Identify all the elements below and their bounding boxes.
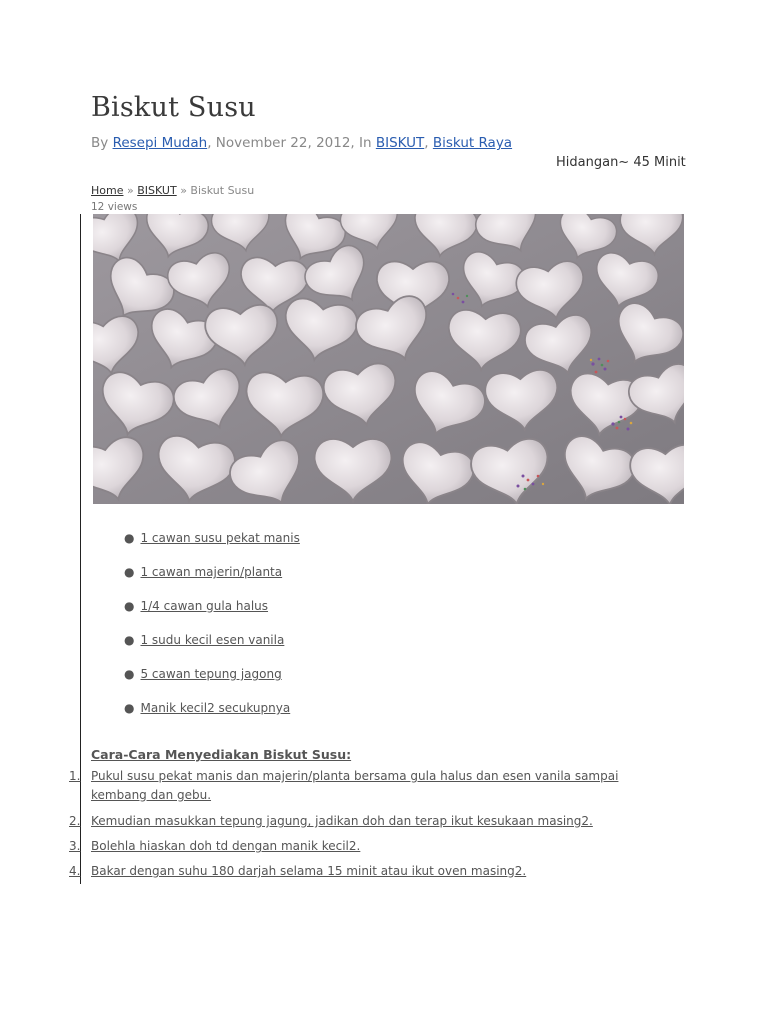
- serving-time: Hidangan~ 45 Minit: [556, 155, 686, 170]
- bullet-icon: ●: [124, 667, 135, 681]
- steps-heading: Cara-Cara Menyediakan Biskut Susu:: [91, 747, 352, 762]
- list-item: [124, 633, 300, 667]
- step-number: 2.: [69, 814, 81, 828]
- step-item: [69, 837, 676, 856]
- step-text: Bolehla hiaskan doh td dengan manik kecil2.: [91, 839, 361, 853]
- ingredient-text: 1/4 cawan gula halus: [140, 599, 269, 613]
- ingredient-list: [124, 531, 300, 735]
- post-meta: [91, 135, 512, 151]
- step-item: [69, 812, 676, 831]
- by-label: By: [91, 135, 109, 151]
- author-link[interactable]: Resepi Mudah: [112, 135, 208, 151]
- category-link-biskut-raya[interactable]: Biskut Raya: [432, 135, 513, 151]
- meta-comma: ,: [424, 135, 429, 151]
- list-item: [124, 701, 300, 735]
- ingredient-text: 5 cawan tepung jagong: [140, 667, 282, 681]
- step-number: 4.: [69, 864, 81, 878]
- breadcrumb-home[interactable]: Home: [91, 184, 124, 197]
- list-item: [124, 565, 300, 599]
- breadcrumb-current: Biskut Susu: [190, 184, 255, 197]
- list-item: [124, 531, 300, 565]
- bullet-icon: ●: [124, 701, 135, 715]
- bullet-icon: ●: [124, 531, 135, 545]
- ingredient-text: 1 sudu kecil esen vanila: [140, 633, 285, 647]
- list-item: [124, 599, 300, 633]
- view-count: 12 views: [91, 201, 138, 213]
- breadcrumb-separator: »: [126, 184, 134, 197]
- bullet-icon: ●: [124, 633, 135, 647]
- step-number: 3.: [69, 839, 81, 853]
- post-title: Biskut Susu: [91, 92, 256, 123]
- biscuit-photo: [93, 214, 684, 504]
- step-text: Pukul susu pekat manis dan majerin/planta bersama gula halus dan esen vanila sampai kembang dan gebu.: [91, 769, 619, 802]
- step-number: 1.: [69, 769, 81, 783]
- post-date: , November 22, 2012, In: [207, 135, 372, 151]
- ingredient-text: 1 cawan susu pekat manis: [140, 531, 300, 545]
- breadcrumb-separator: »: [180, 184, 187, 197]
- ingredient-text: Manik kecil2 secukupnya: [140, 701, 291, 715]
- step-item: [69, 862, 676, 881]
- bullet-icon: ●: [124, 599, 135, 613]
- list-item: [124, 667, 300, 701]
- bullet-icon: ●: [124, 565, 135, 579]
- breadcrumb-category[interactable]: BISKUT: [137, 184, 177, 197]
- breadcrumb: [91, 184, 254, 197]
- step-text: Bakar dengan suhu 180 darjah selama 15 minit atau ikut oven masing2.: [91, 864, 527, 878]
- step-text: Kemudian masukkan tepung jagung, jadikan doh dan terap ikut kesukaan masing2.: [91, 814, 593, 828]
- ingredient-text: 1 cawan majerin/planta: [140, 565, 283, 579]
- step-item: [69, 767, 676, 805]
- category-link-biskut[interactable]: BISKUT: [375, 135, 425, 151]
